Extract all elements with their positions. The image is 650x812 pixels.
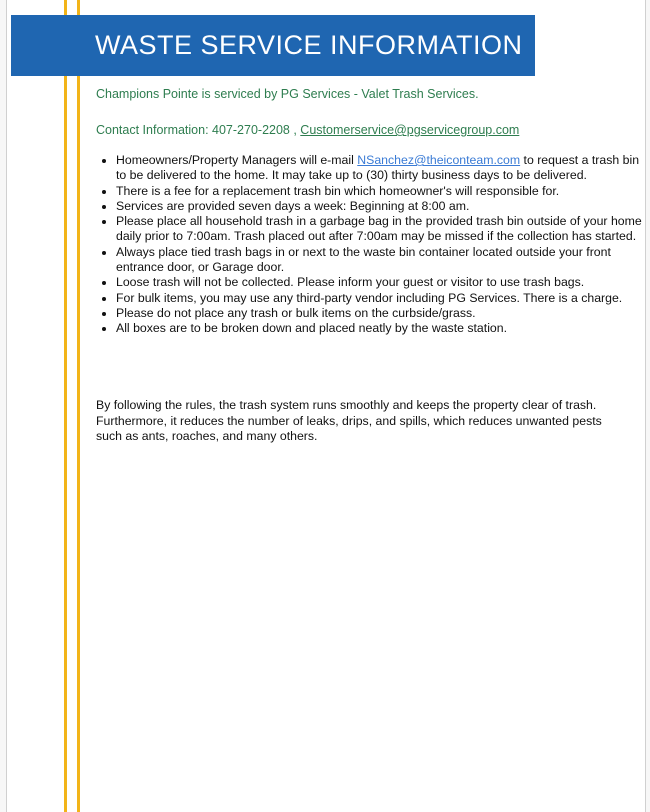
list-item: • Please do not place any trash or bulk items on the curbside/grass.: [116, 306, 646, 321]
closing-paragraph: By following the rules, the trash system runs smoothly and keeps the property clear of trash. Furthermore, it reduces the number of leaks, drips, and spills, which reduces unwanted pests such as ants, roaches, and many others.: [96, 398, 602, 443]
list-item: • Always place tied trash bags in or next to the waste bin container located outside your front entrance door, or Garage door.: [116, 245, 646, 276]
customer-service-email-link[interactable]: Customerservice@pgservicegroup.com: [300, 123, 520, 137]
request-bin-email-link[interactable]: NSanchez@theiconteam.com: [357, 153, 521, 167]
document-page: [6, 0, 646, 812]
page-title: WASTE SERVICE INFORMATION: [95, 30, 523, 60]
bullet-text: to request a trash bin to be delivered to the home. It may take up to (30) thirty business days to be delivered.: [116, 153, 640, 183]
list-item: • Services are provided seven days a week: Beginning at 8:00 am.: [116, 199, 646, 214]
title-banner: [11, 15, 535, 76]
list-item: • Loose trash will not be collected. Please inform your guest or visitor to use trash bags.: [116, 275, 646, 290]
rules-list: [96, 153, 646, 337]
list-item: • Please place all household trash in a garbage bag in the provided trash bin outside of your home daily prior to 7:00am. Trash placed out after 7:00am may be missed if the collection has started.: [116, 214, 646, 245]
list-item: • For bulk items, you may use any third-party vendor including PG Services. There is a charge.: [116, 291, 646, 306]
list-item: • There is a fee for a replacement trash bin which homeowner's will responsible for.: [116, 184, 646, 199]
left-accent-stripe-inner: [77, 0, 80, 812]
bullet-text: Homeowners/Property Managers will e-mail: [116, 153, 358, 167]
contact-phone-text: Contact Information: 407-270-2208 ,: [96, 123, 301, 137]
service-provider-line: Champions Pointe is serviced by PG Services - Valet Trash Services.: [96, 87, 479, 101]
contact-information-line: [96, 123, 519, 137]
left-accent-stripe: [64, 0, 67, 812]
list-item: • All boxes are to be broken down and placed neatly by the waste station.: [116, 321, 646, 336]
list-item: [116, 153, 646, 184]
